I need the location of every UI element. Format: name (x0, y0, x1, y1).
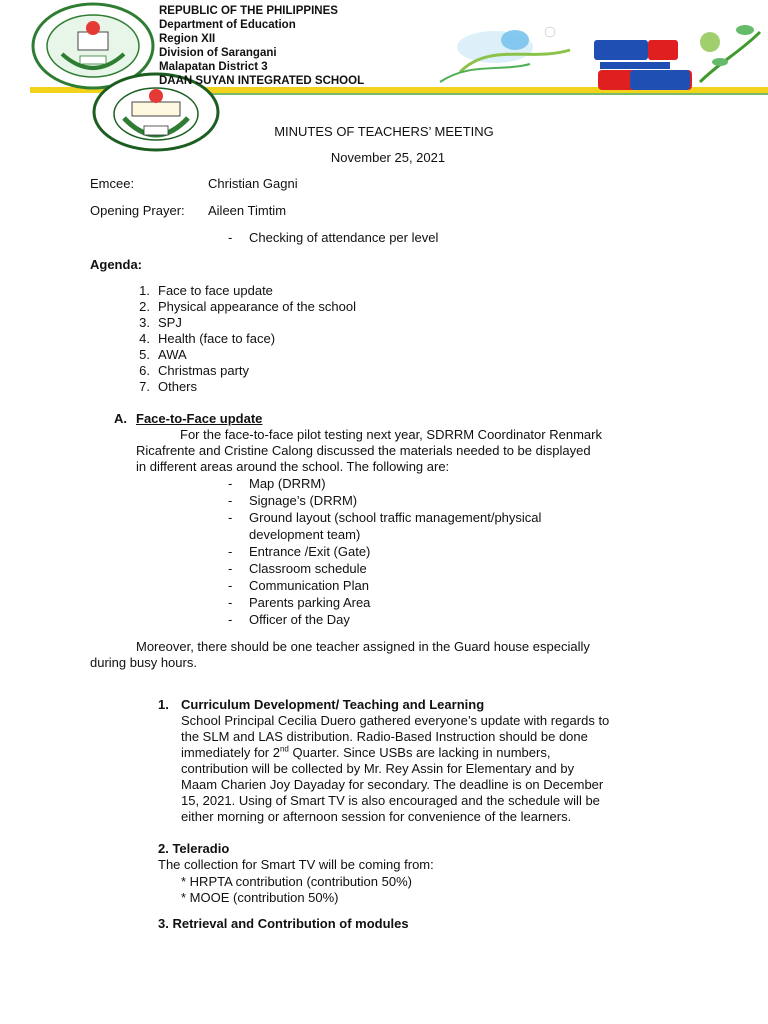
agenda-item: Others (158, 379, 198, 394)
agenda-number: 2. (139, 299, 150, 314)
section-1-line (181, 745, 550, 761)
bullet-dash: - (228, 595, 233, 610)
ordinal-suffix: nd (279, 744, 289, 754)
letterhead-text (159, 4, 364, 88)
header-line: Department of Education (159, 19, 296, 31)
section-1-line: either morning or afternoon session for convenience of the learners. (181, 809, 572, 824)
bullet-dash: - (228, 544, 233, 559)
header-line: Region XII (159, 33, 216, 45)
document-title: MINUTES OF TEACHERS’ MEETING (274, 124, 494, 139)
section-a-marker: A. (114, 411, 127, 426)
section-a-title: Face-to-Face update (136, 411, 263, 426)
section-a-paragraph-line: For the face-to-face pilot testing next year, SDRRM Coordinator Renmark (180, 427, 602, 442)
bullet-dash: - (228, 493, 233, 508)
section-a-paragraph-line: in different areas around the school. The following are: (136, 459, 450, 474)
section-2-intro: The collection for Smart TV will be coming from: (158, 857, 434, 872)
agenda-number: 5. (139, 347, 150, 362)
agenda-label: Agenda: (90, 257, 142, 272)
header-line: REPUBLIC OF THE PHILIPPINES (159, 5, 338, 17)
materials-item: Map (DRRM) (249, 476, 326, 491)
section-a-paragraph-line: Ricafrente and Cristine Calong discussed the materials needed to be displayed (136, 443, 591, 458)
prayer-name: Aileen Timtim (208, 203, 287, 218)
materials-item: Classroom schedule (249, 561, 367, 576)
emcee-name: Christian Gagni (208, 176, 298, 191)
header-line: Malapatan District 3 (159, 61, 268, 73)
bullet-dash: - (228, 510, 233, 525)
agenda-number: 4. (139, 331, 150, 346)
bullet-dash: - (228, 612, 233, 627)
attendance-item: Checking of attendance per level (249, 230, 439, 245)
section-2-item: * HRPTA contribution (contribution 50%) (181, 874, 412, 889)
materials-item: Officer of the Day (249, 612, 350, 627)
agenda-number: 7. (139, 379, 150, 394)
bullet-dash: - (228, 578, 233, 593)
meeting-date: November 25, 2021 (330, 150, 446, 165)
materials-item: Ground layout (school traffic management/physical (249, 510, 542, 525)
agenda-item: Face to face update (158, 283, 273, 298)
materials-item: Communication Plan (249, 578, 369, 593)
header-line: DAAN SUYAN INTEGRATED SCHOOL (159, 75, 365, 87)
agenda-item: Christmas party (158, 363, 250, 378)
agenda-item: AWA (158, 347, 187, 362)
emcee-label: Emcee: (90, 176, 135, 191)
agenda-number: 6. (139, 363, 150, 378)
section-3-title: 3. Retrieval and Contribution of modules (158, 916, 409, 931)
section-2-title: 2. Teleradio (158, 841, 230, 856)
section-1-text: Quarter. Since USBs are lacking in numbers, (288, 745, 551, 760)
section-1-marker: 1. (158, 697, 169, 712)
header-line: Division of Sarangani (159, 47, 277, 59)
agenda-item: Health (face to face) (158, 331, 276, 346)
bullet-dash: - (228, 561, 233, 576)
section-1-line: Maam Charien Joy Dayaday for secondary. The deadline is on December (181, 777, 604, 792)
bullet-dash: - (228, 476, 233, 491)
agenda-item: SPJ (158, 315, 182, 330)
section-2-item: * MOOE (contribution 50%) (181, 890, 339, 905)
deped-k12-logo (590, 36, 700, 92)
prayer-label: Opening Prayer: (90, 203, 185, 218)
materials-item: Signage’s (DRRM) (249, 493, 358, 508)
agenda-number: 3. (139, 315, 150, 330)
materials-item: Parents parking Area (249, 595, 371, 610)
moreover-paragraph-line: during busy hours. (90, 655, 197, 670)
materials-item: Entrance /Exit (Gate) (249, 544, 371, 559)
agenda-item: Physical appearance of the school (158, 299, 357, 314)
section-1-text: immediately for 2 (181, 745, 280, 760)
floral-decoration (400, 2, 768, 102)
section-1-title: Curriculum Development/ Teaching and Learning (181, 697, 485, 712)
section-1-line: contribution will be collected by Mr. Rey Assin for Elementary and by (181, 761, 575, 776)
materials-item-continued: development team) (249, 527, 361, 542)
bullet-dash: - (228, 230, 233, 245)
section-1-line: the SLM and LAS distribution. Radio-Based Instruction should be done (181, 729, 588, 744)
moreover-paragraph-line: Moreover, there should be one teacher assigned in the Guard house especially (136, 639, 590, 654)
section-1-line: School Principal Cecilia Duero gathered everyone’s update with regards to (181, 713, 610, 728)
section-1-line: 15, 2021. Using of Smart TV is also encouraged and the schedule will be (181, 793, 600, 808)
agenda-number: 1. (139, 283, 150, 298)
